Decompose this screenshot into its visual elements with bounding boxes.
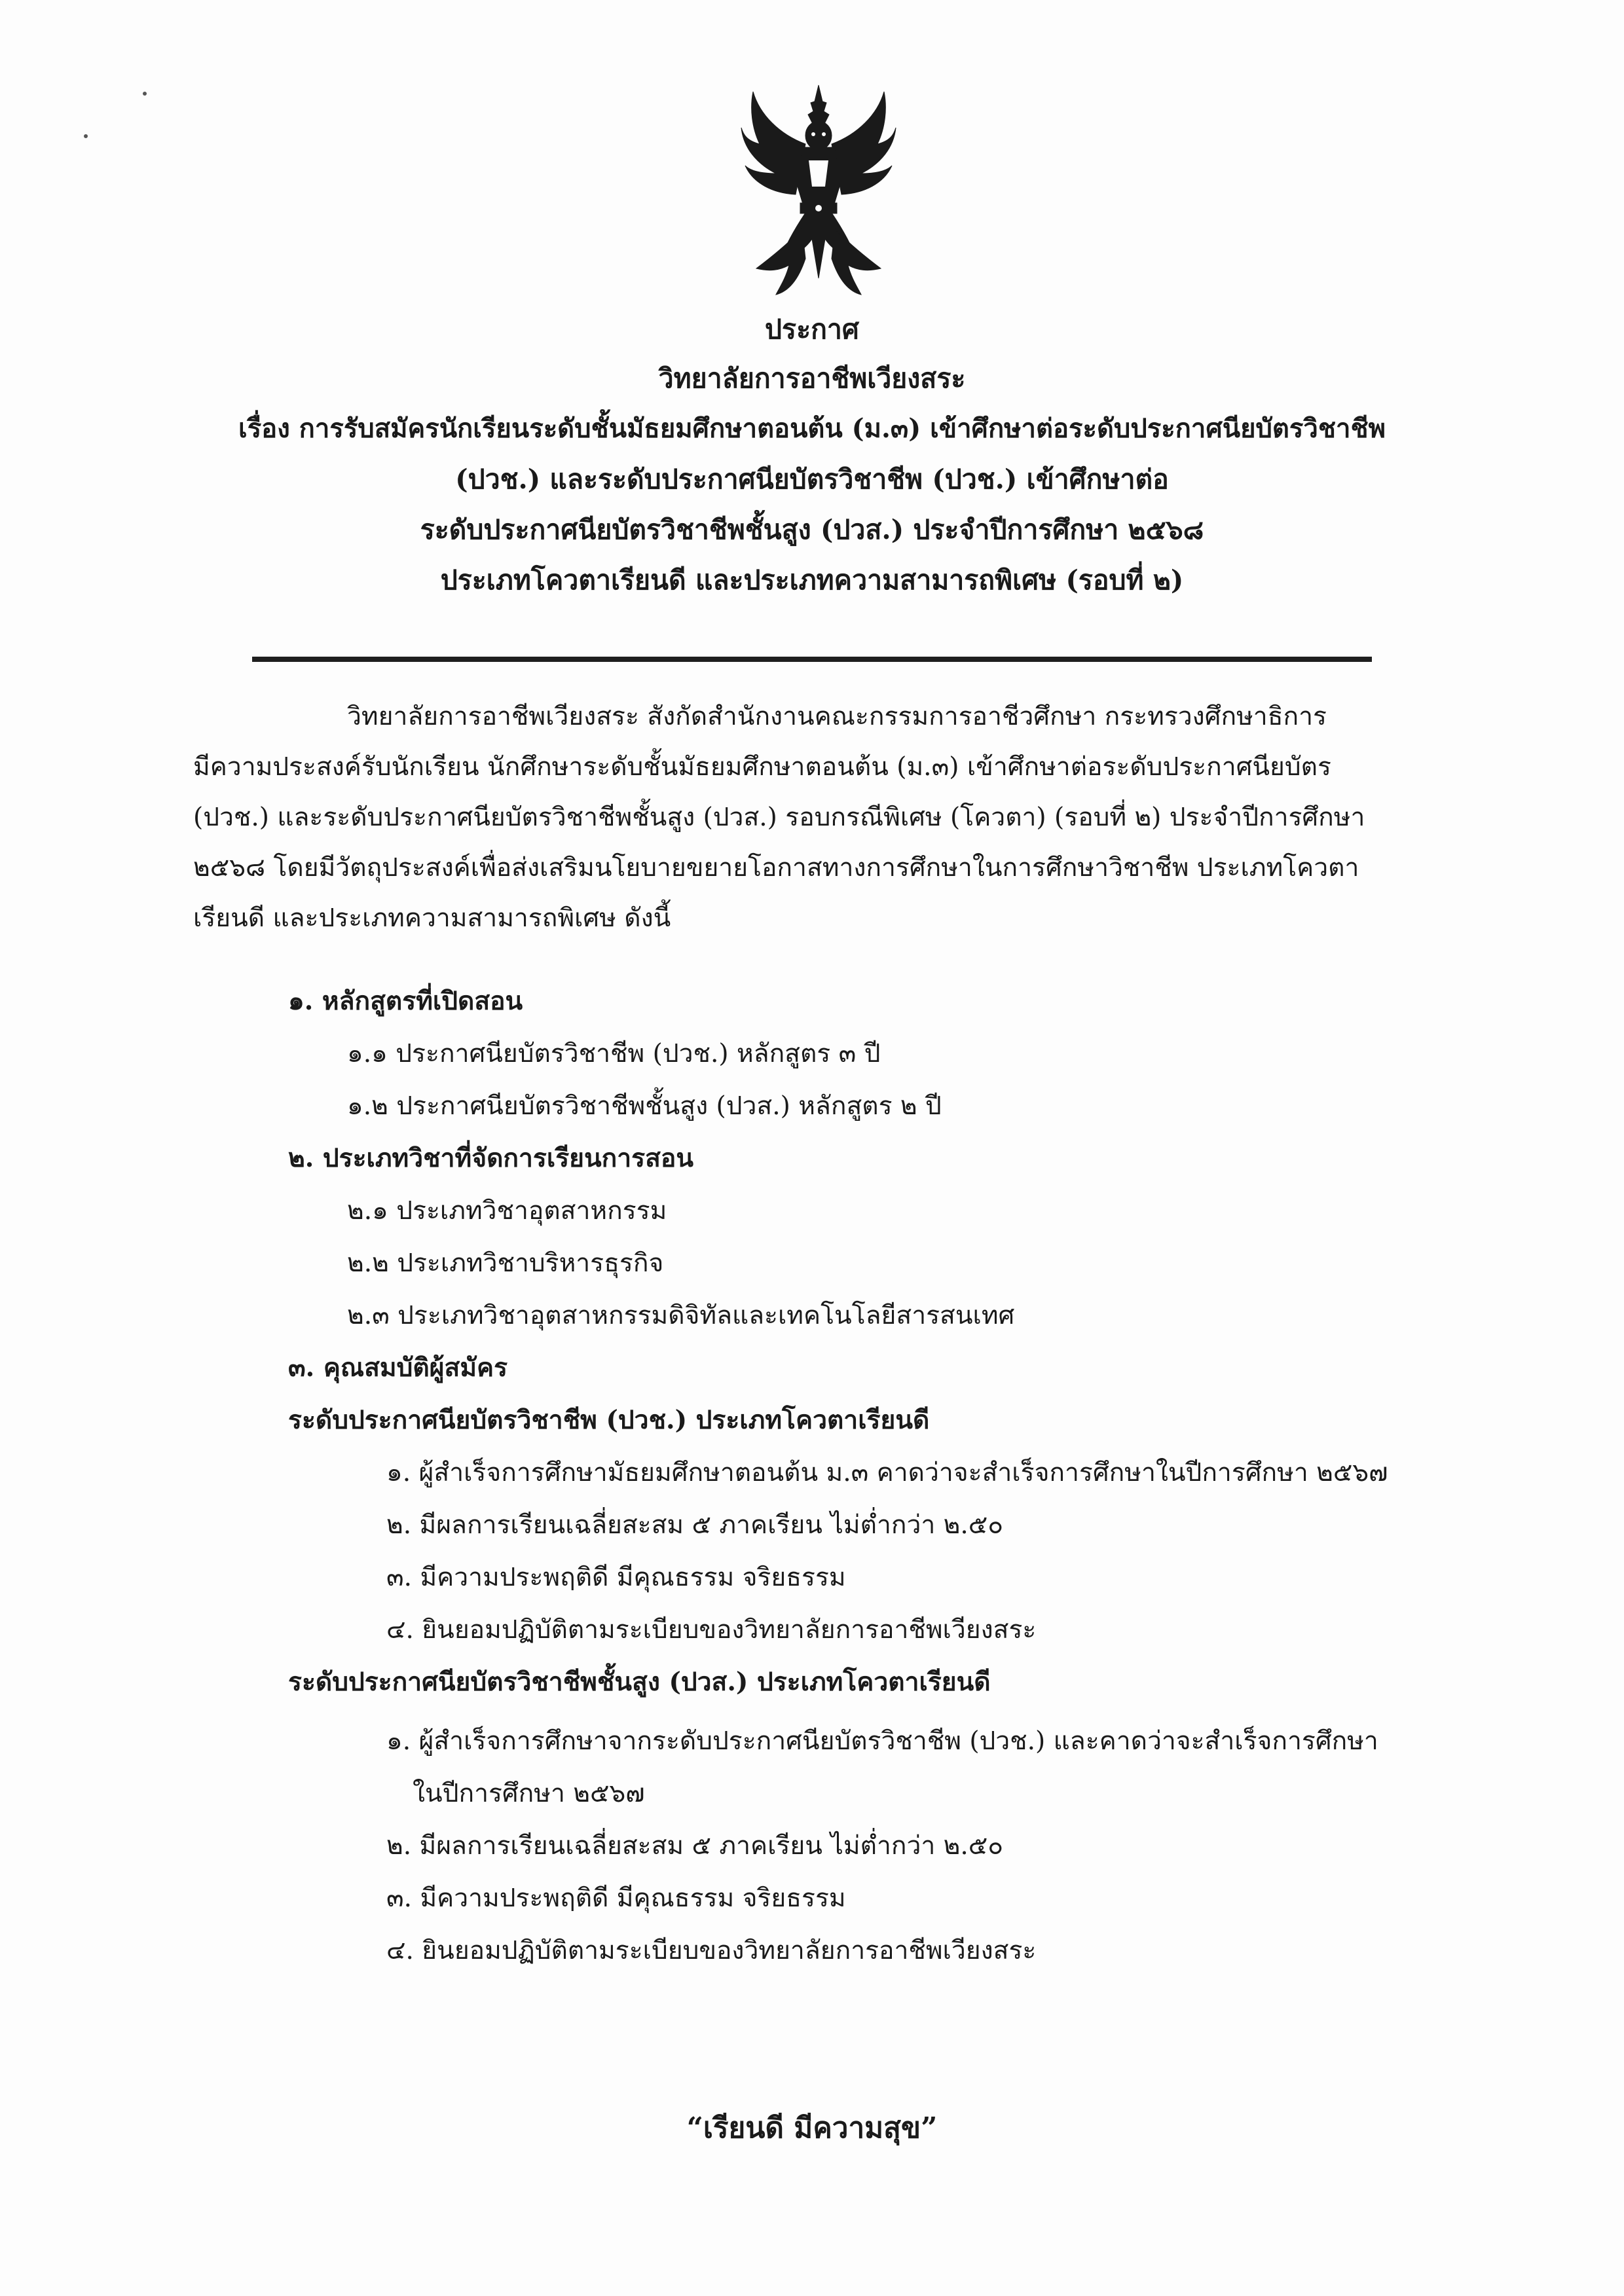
list-item: ๔. ยินยอมปฏิบัติตามระเบียบของวิทยาลัยการอาชีพเวียงสระ — [386, 1936, 1037, 1965]
section-3-title: ๓. คุณสมบัติผู้สมัคร — [288, 1353, 508, 1383]
institution-name: วิทยาลัยการอาชีพเวียงสระ — [658, 363, 966, 394]
college-slogan: “เรียนดี มีความสุข” — [686, 2111, 938, 2145]
subject-line-1: เรื่อง การรับสมัครนักเรียนระดับชั้นมัธยมศึกษาตอนต้น (ม.๓) เข้าศึกษาต่อระดับประกาศนียบัตรวิชาชีพ — [238, 413, 1386, 444]
list-item: ๑. ผู้สำเร็จการศึกษามัธยมศึกษาตอนต้น ม.๓ คาดว่าจะสำเร็จการศึกษาในปีการศึกษา ๒๕๖๗ — [386, 1458, 1388, 1487]
subsection-title-pvs: ระดับประกาศนียบัตรวิชาชีพชั้นสูง (ปวส.) ประเภทโควตาเรียนดี — [288, 1667, 991, 1697]
list-item: ๒. มีผลการเรียนเฉลี่ยสะสม ๕ ภาคเรียน ไม่ต่ำกว่า ๒.๕๐ — [386, 1510, 1004, 1540]
list-item: ๒.๑ ประเภทวิชาอุตสาหกรรม — [347, 1196, 667, 1226]
list-item: ๔. ยินยอมปฏิบัติตามระเบียบของวิทยาลัยการอาชีพเวียงสระ — [386, 1615, 1037, 1645]
subject-line-3: ระดับประกาศนียบัตรวิชาชีพชั้นสูง (ปวส.) ประจำปีการศึกษา ๒๕๖๘ — [420, 514, 1204, 545]
announcement-label: ประกาศ — [765, 314, 859, 345]
scan-speck — [84, 134, 88, 138]
list-item: ๓. มีความประพฤติดี มีคุณธรรม จริยธรรม — [386, 1563, 846, 1592]
list-item: ๑.๑ ประกาศนียบัตรวิชาชีพ (ปวช.) หลักสูตร ๓ ปี — [347, 1039, 881, 1068]
intro-line: มีความประสงค์รับนักเรียน นักศึกษาระดับชั้นมัธยมศึกษาตอนต้น (ม.๓) เข้าศึกษาต่อระดับประกาศนียบัตร — [193, 752, 1331, 782]
subsection-title-pvc: ระดับประกาศนียบัตรวิชาชีพ (ปวช.) ประเภทโควตาเรียนดี — [288, 1405, 930, 1435]
subject-line-2: (ปวช.) และระดับประกาศนียบัตรวิชาชีพ (ปวช.) เข้าศึกษาต่อ — [455, 464, 1169, 495]
intro-line: ๒๕๖๘ โดยมีวัตถุประสงค์เพื่อส่งเสริมนโยบายขยายโอกาสทางการศึกษาในการศึกษาวิชาชีพ ประเภทโควตา — [193, 853, 1359, 883]
header-divider — [252, 657, 1372, 662]
section-2-title: ๒. ประเภทวิชาที่จัดการเรียนการสอน — [288, 1143, 694, 1173]
scan-speck — [143, 92, 147, 96]
list-item-continuation: ในปีการศึกษา ๒๕๖๗ — [413, 1779, 645, 1808]
list-item: ๑. ผู้สำเร็จการศึกษาจากระดับประกาศนียบัตรวิชาชีพ (ปวช.) และคาดว่าจะสำเร็จการศึกษา — [386, 1726, 1378, 1756]
intro-line: เรียนดี และประเภทความสามารถพิเศษ ดังนี้ — [193, 903, 671, 933]
list-item: ๒.๓ ประเภทวิชาอุตสาหกรรมดิจิทัลและเทคโนโลยีสารสนเทศ — [347, 1301, 1015, 1330]
list-item: ๒. มีผลการเรียนเฉลี่ยสะสม ๕ ภาคเรียน ไม่ต่ำกว่า ๒.๕๐ — [386, 1831, 1004, 1861]
list-item: ๑.๒ ประกาศนียบัตรวิชาชีพชั้นสูง (ปวส.) หลักสูตร ๒ ปี — [347, 1091, 942, 1121]
list-item: ๒.๒ ประเภทวิชาบริหารธุรกิจ — [347, 1248, 664, 1278]
intro-line: วิทยาลัยการอาชีพเวียงสระ สังกัดสำนักงานคณะกรรมการอาชีวศึกษา กระทรวงศึกษาธิการ — [347, 702, 1327, 731]
intro-line: (ปวช.) และระดับประกาศนียบัตรวิชาชีพชั้นสูง (ปวส.) รอบกรณีพิเศษ (โควตา) (รอบที่ ๒) ประจำปีการศึกษา — [193, 803, 1365, 832]
section-1-title: ๑. หลักสูตรที่เปิดสอน — [288, 986, 523, 1016]
garuda-emblem-icon — [740, 82, 897, 298]
subject-line-4: ประเภทโควตาเรียนดี และประเภทความสามารถพิเศษ (รอบที่ ๒) — [440, 564, 1184, 596]
list-item: ๓. มีความประพฤติดี มีคุณธรรม จริยธรรม — [386, 1884, 846, 1913]
